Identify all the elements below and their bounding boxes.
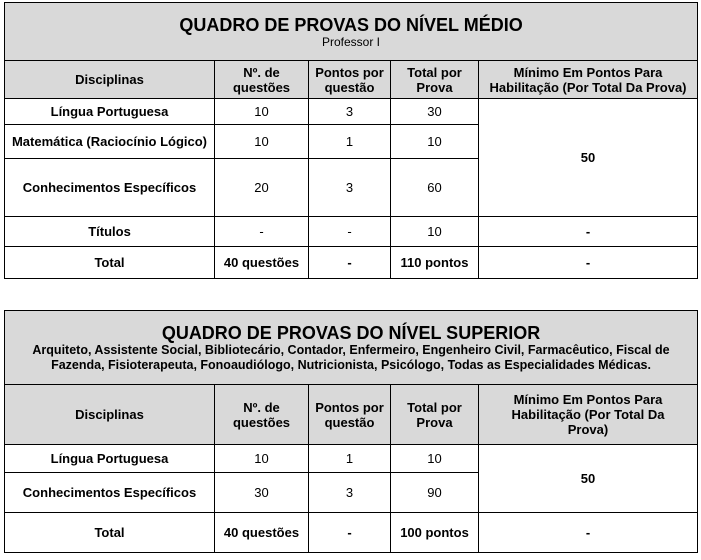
row-questoes: - <box>215 217 309 247</box>
row-pontos: - <box>309 217 391 247</box>
row-total: 10 <box>391 445 479 473</box>
row-pontos: 3 <box>309 99 391 125</box>
row-total: 10 <box>391 125 479 159</box>
row-questoes: 10 <box>215 445 309 473</box>
row-questoes: 30 <box>215 473 309 513</box>
quadro-nivel-medio <box>4 2 698 279</box>
header-minimo: Mínimo Em Pontos Para Habilitação (Por Total Da Prova) <box>479 61 698 99</box>
total-minimo: - <box>479 513 698 553</box>
header-disciplinas: Disciplinas <box>5 385 215 445</box>
header-total-prova: Total por Prova <box>391 61 479 99</box>
row-disciplina: Títulos <box>5 217 215 247</box>
table-subtitle: Arquiteto, Assistente Social, Bibliotecário, Contador, Enfermeiro, Engenheiro Civil, Farmacêutico, Fiscal de Fazenda, Fisioterapeuta, Fonoaudiólogo, Nutricionista, Psicólogo, Todas as Especialidades Médicas. <box>32 342 670 372</box>
row-pontos: 3 <box>309 159 391 217</box>
row-questoes: 10 <box>215 99 309 125</box>
header-num-questoes: Nº. de questões <box>215 61 309 99</box>
table-title: QUADRO DE PROVAS DO NÍVEL SUPERIOR <box>161 322 541 343</box>
minimo-value: 50 <box>479 99 698 217</box>
row-disciplina: Matemática (Raciocínio Lógico) <box>5 125 215 159</box>
row-questoes: 10 <box>215 125 309 159</box>
row-pontos: 1 <box>309 125 391 159</box>
table-title-cell <box>5 311 698 385</box>
total-questoes: 40 questões <box>215 247 309 279</box>
header-minimo: Mínimo Em Pontos Para Habilitação (Por Total Da Prova) <box>479 385 698 445</box>
table-subtitle: Professor I <box>322 34 381 49</box>
header-total-prova: Total por Prova <box>391 385 479 445</box>
header-num-questoes: Nº. de questões <box>215 385 309 445</box>
row-pontos: 3 <box>309 473 391 513</box>
total-minimo: - <box>479 247 698 279</box>
total-prova: 100 pontos <box>391 513 479 553</box>
row-questoes: 20 <box>215 159 309 217</box>
row-pontos: 1 <box>309 445 391 473</box>
table-title-cell <box>5 3 698 61</box>
row-minimo: - <box>479 217 698 247</box>
total-pontos: - <box>309 247 391 279</box>
row-total: 90 <box>391 473 479 513</box>
row-disciplina: Conhecimentos Específicos <box>5 159 215 217</box>
total-label: Total <box>5 247 215 279</box>
row-total: 60 <box>391 159 479 217</box>
quadro-nivel-superior <box>4 310 698 553</box>
row-disciplina: Conhecimentos Específicos <box>5 473 215 513</box>
total-prova: 110 pontos <box>391 247 479 279</box>
total-questoes: 40 questões <box>215 513 309 553</box>
header-pontos-questao: Pontos por questão <box>309 385 391 445</box>
total-pontos: - <box>309 513 391 553</box>
minimo-value: 50 <box>479 445 698 513</box>
row-disciplina: Língua Portuguesa <box>5 445 215 473</box>
table-title: QUADRO DE PROVAS DO NÍVEL MÉDIO <box>179 14 523 35</box>
row-disciplina: Língua Portuguesa <box>5 99 215 125</box>
total-label: Total <box>5 513 215 553</box>
row-total: 30 <box>391 99 479 125</box>
header-disciplinas: Disciplinas <box>5 61 215 99</box>
header-pontos-questao: Pontos por questão <box>309 61 391 99</box>
row-total: 10 <box>391 217 479 247</box>
